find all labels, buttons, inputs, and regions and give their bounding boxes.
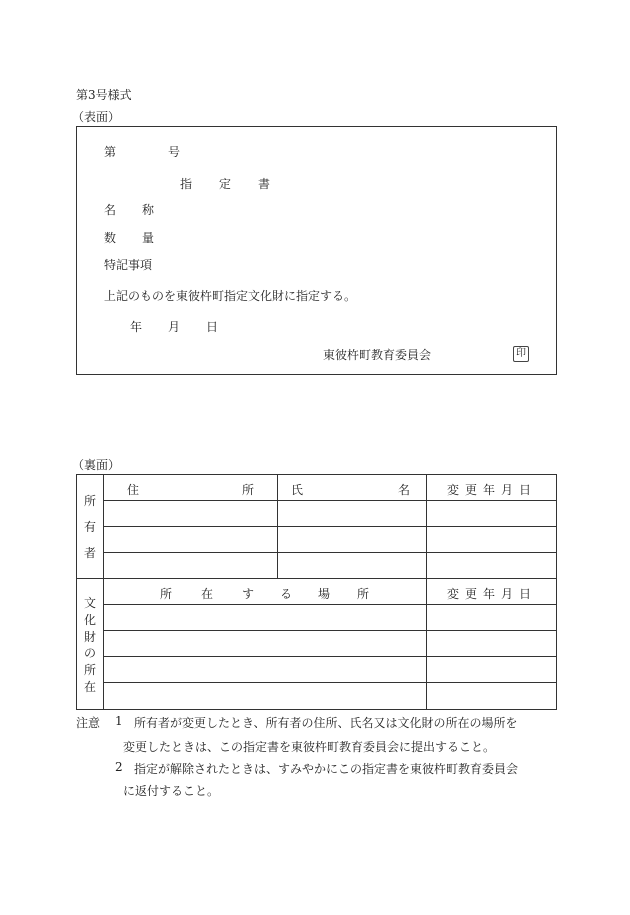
location-row-line-4 [103, 682, 557, 683]
name-label-2: 称 [142, 203, 155, 217]
owner-row-line-1 [103, 500, 557, 501]
name-header-2: 名 [398, 483, 411, 497]
location-vertical-label [83, 595, 97, 696]
location-change-date-header: 変更年月日 [447, 587, 538, 601]
name-header-1: 氏 [291, 483, 304, 497]
owner-row-line-3 [103, 552, 557, 553]
place-header-char-6: 所 [357, 587, 370, 601]
cert-number-go: 号 [168, 145, 181, 159]
location-char-4: の [83, 646, 96, 661]
address-header-1: 住 [127, 483, 140, 497]
back-label: （裏面） [72, 458, 121, 472]
location-char-1: 文 [83, 596, 96, 610]
location-char-2: 化 [83, 612, 96, 627]
owner-vertical-label [83, 490, 97, 565]
name-label-1: 名 [104, 203, 117, 217]
note-1-number: 1 [115, 714, 123, 728]
location-row-line-2 [103, 630, 557, 631]
location-char-3: 財 [83, 629, 96, 644]
date-year: 年 [130, 320, 143, 334]
cert-title-char-1: 指 [180, 177, 193, 191]
special-notes-label: 特記事項 [104, 258, 153, 272]
front-label: （表面） [72, 110, 121, 124]
cert-title-char-3: 書 [258, 177, 271, 191]
location-char-6: 在 [83, 679, 96, 694]
section-divider [76, 578, 557, 579]
date-month: 月 [168, 320, 181, 334]
place-header-char-1: 所 [160, 587, 173, 601]
designation-statement: 上記のものを東彼杵町指定文化財に指定する。 [104, 289, 357, 303]
issuer-name: 東彼杵町教育委員会 [323, 348, 432, 362]
change-date-column-divider [426, 474, 427, 710]
note-1-line-2: 変更したときは、この指定書を東彼杵町教育委員会に提出すること。 [123, 740, 496, 754]
owner-change-date-header: 変更年月日 [447, 483, 538, 497]
quantity-label-2: 量 [142, 231, 155, 245]
quantity-label-1: 数 [104, 231, 117, 245]
note-2-line-2: に返付すること。 [123, 784, 220, 798]
note-2-number: 2 [115, 760, 123, 774]
place-header-char-2: 在 [201, 587, 214, 601]
certificate-front-box [76, 126, 557, 375]
place-header-char-4: る [280, 587, 293, 601]
address-header-2: 所 [242, 483, 255, 497]
owner-char-3: 者 [83, 546, 96, 561]
place-header-char-5: 場 [318, 587, 331, 601]
label-column-divider [103, 474, 104, 710]
location-char-5: 所 [83, 663, 96, 678]
notes-label: 注意 [76, 716, 101, 730]
location-row-line-1 [103, 604, 557, 605]
owner-char-1: 所 [83, 494, 96, 508]
date-day: 日 [206, 320, 219, 334]
note-2-line-1: 指定が解除されたときは、すみやかにこの指定書を東彼杵町教育委員会 [134, 762, 519, 776]
owner-row-line-2 [103, 526, 557, 527]
cert-title-char-2: 定 [219, 177, 232, 191]
location-row-line-3 [103, 656, 557, 657]
seal-mark: 印 [513, 346, 529, 362]
place-header-char-3: す [242, 587, 255, 601]
cert-number-dai: 第 [104, 145, 117, 159]
note-1-line-1: 所有者が変更したとき、所有者の住所、氏名又は文化財の所在の場所を [134, 716, 518, 730]
owner-char-2: 有 [83, 520, 96, 535]
form-number: 第3号様式 [76, 88, 132, 102]
